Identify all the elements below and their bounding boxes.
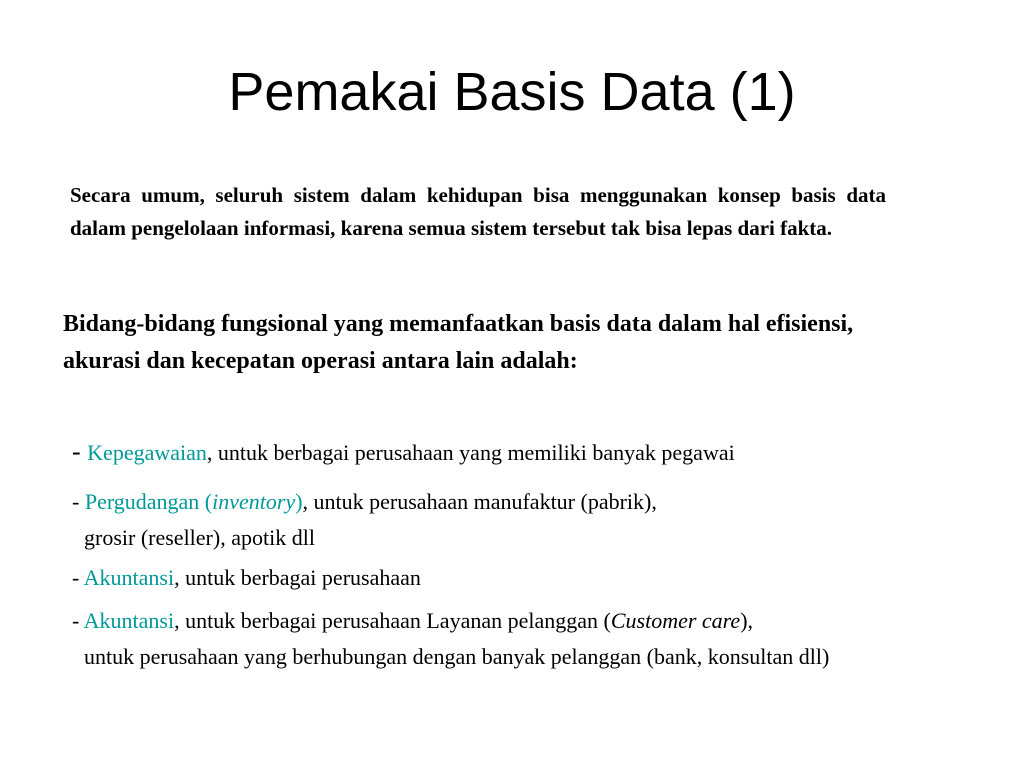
item-text: , untuk berbagai perusahaan yang memiliki banyak pegawai [206,440,735,465]
item-term-close: ) [295,489,303,514]
list-item-pergudangan [72,484,657,556]
list-item-akuntansi-layanan [72,603,829,675]
item-term: Akuntansi [83,565,175,590]
item-term: Kepegawaian [87,440,207,465]
bullet-dash: - [72,489,85,514]
slide-title: Pemakai Basis Data (1) [228,62,796,122]
bullet-dash: - [72,565,84,590]
list-item-akuntansi [72,560,421,596]
item-text-italic: Customer care [610,608,741,633]
item-text-close: ), [740,608,754,633]
bullet-dash: - [72,608,84,633]
item-term: Akuntansi [83,608,175,633]
item-continuation: grosir (reseller), apotik dll [84,525,315,550]
bullet-dash: - [72,437,88,466]
item-text: , untuk berbagai perusahaan [174,565,421,590]
item-text: , untuk berbagai perusahaan Layanan pelanggan ( [174,608,611,633]
lead-paragraph: Bidang-bidang fungsional yang memanfaatkan basis data dalam hal efisiensi, akurasi dan kecepatan operasi antara lain adalah: [63,311,854,374]
list-item-kepegawaian [72,434,735,471]
item-continuation: untuk perusahaan yang berhubungan dengan banyak pelanggan (bank, konsultan dll) [84,644,830,669]
item-term: Pergudangan ( [84,489,213,514]
item-text: , untuk perusahaan manufaktur (pabrik), [302,489,657,514]
intro-paragraph: Secara umum, seluruh sistem dalam kehidupan bisa menggunakan konsep basis data dalam pengelolaan informasi, karena semua sistem tersebut tak bisa lepas dari fakta. [70,183,886,240]
item-term-italic: inventory [212,489,296,514]
